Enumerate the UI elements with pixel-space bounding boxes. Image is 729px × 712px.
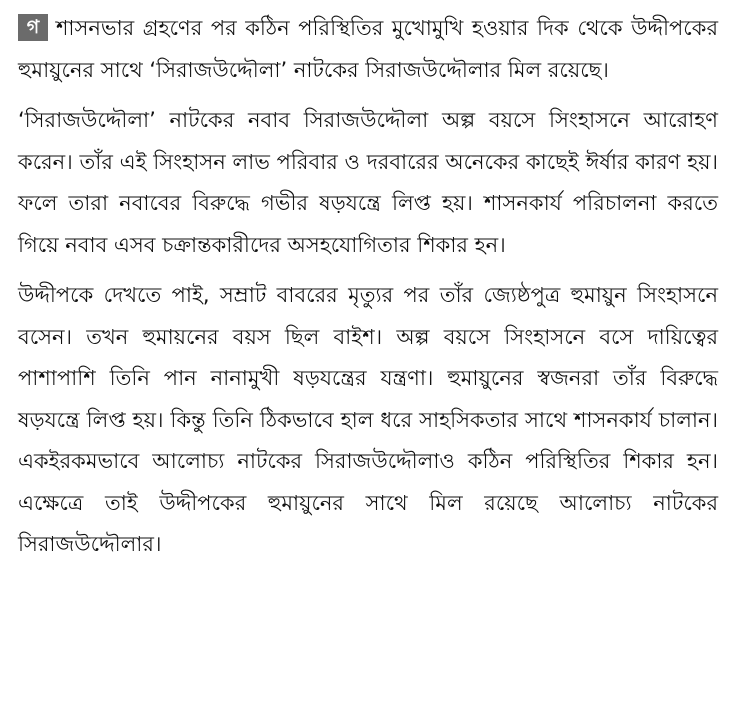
answer-paragraph-1 [18,8,718,91]
question-part-badge: গ [18,14,48,41]
answer-paragraph-2: ‘সিরাজউদ্দৌলা’ নাটকের নবাব সিরাজউদ্দৌলা অল্প বয়সে সিংহাসনে আরোহণ করেন। তাঁর এই সিংহাসন লাভ পরিবার ও দরবারের অনেকের কাছেই ঈর্ষার কারণ হয়। ফলে তারা নবাবের বিরুদ্ধে গভীর ষড়যন্ত্রে লিপ্ত হয়। শাসনকার্য পরিচালনা করতে গিয়ে নবাব এসব চক্রান্তকারীদের অসহযোগিতার শিকার হন। [18,108,718,257]
answer-section [18,8,718,575]
paragraph-text-1: শাসনভার গ্রহণের পর কঠিন পরিস্থিতির মুখোমুখি হওয়ার দিক থেকে উদ্দীপকের হুমায়ুনের সাথে ‘সিরাজউদ্দৌলা’ নাটকের সিরাজউদ্দৌলার মিল রয়েছে। [18,16,718,82]
answer-paragraph-3: উদ্দীপকে দেখতে পাই, সম্রাট বাবরের মৃত্যুর পর তাঁর জ্যেষ্ঠপুত্র হুমায়ুন সিংহাসনে বসেন। তখন হুমায়নের বয়স ছিল বাইশ। অল্প বয়সে সিংহাসনে বসে দায়িত্বের পাশাপাশি তিনি পান নানামুখী ষড়যন্ত্রের যন্ত্রণা। হুমায়ুনের স্বজনরা তাঁর বিরুদ্ধে ষড়যন্ত্রে লিপ্ত হয়। কিন্তু তিনি ঠিকভাবে হাল ধরে সাহসিকতার সাথে শাসনকার্য চালান। একইরকমভাবে আলোচ্য নাটকের সিরাজউদ্দৌলাও কঠিন পরিস্থিতির শিকার হন। এক্ষেত্রে তাই উদ্দীপকের হুমায়ুনের সাথে মিল রয়েছে আলোচ্য নাটকের সিরাজউদ্দৌলার। [18,283,718,556]
